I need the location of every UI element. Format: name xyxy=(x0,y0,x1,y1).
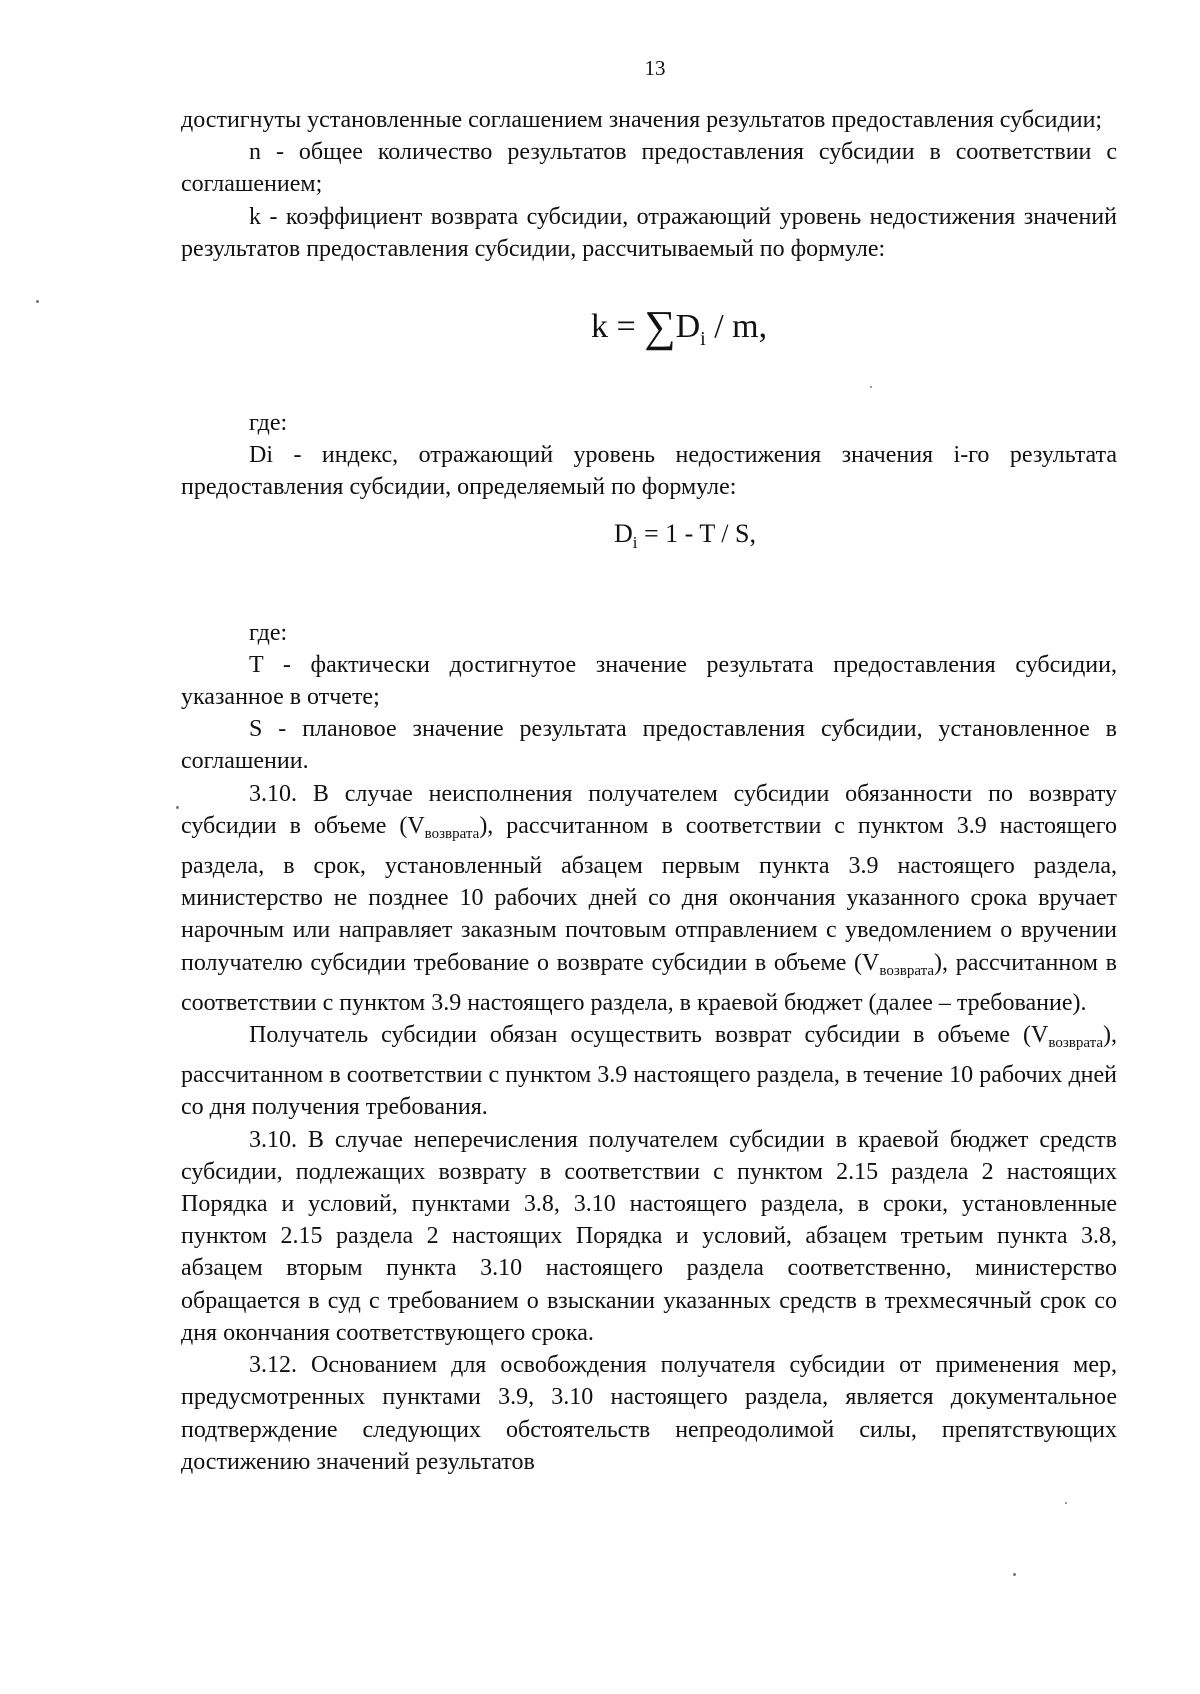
v-subscript: возврата xyxy=(879,962,935,979)
paragraph-3-12: 3.12. Основанием для освобождения получателя субсидии от применения мер, предусмотренных пунктами 3.9, 3.10 настоящего раздела, является документальное подтверждение следующих обстоятельств непреодолимой силы, препятствующих достижению значений результатов xyxy=(181,1352,1117,1475)
sum-symbol: ∑ xyxy=(644,302,676,352)
formula-k-d: D xyxy=(675,308,701,346)
formula-k-subscript: i xyxy=(700,328,706,351)
paragraph-di-definition: Di - индекс, отражающий уровень недостижения значения i-го результата предоставления субсидии, определяемый по формуле: xyxy=(181,442,1117,501)
v-subscript: возврата xyxy=(1048,1035,1103,1052)
scan-speck xyxy=(1013,1573,1016,1576)
paragraph-k-definition: k - коэффициент возврата субсидии, отражающий уровень недостижения значений результатов предоставления субсидии, рассчитываемый по формуле: xyxy=(181,203,1117,262)
paragraph-n-definition: n - общее количество результатов предоставления субсидии в соответствии с соглашением; xyxy=(181,139,1117,198)
paragraph-recipient-obligation: Получатель субсидии обязан осуществить возврат субсидии в объеме $(V_{возврата})$, рассчитанном в соответствии с пунктом 3.9 настоящего раздела, в течение 10 рабочих дней со дня получения требования. xyxy=(181,1022,1117,1121)
scan-speck xyxy=(36,300,39,303)
paragraph-3-10-court: 3.10. В случае неперечисления получателем субсидии в краевой бюджет средств субсидии, подлежащих возврату в соответствии с пунктом 2.15 раздела 2 настоящих Порядка и условий, пунктами 3.8, 3.10 настоящего раздела, в сроки, установленные пунктом 2.15 раздела 2 настоящих Порядка и условий, абзацем третьим пункта 3.8, абзацем вторым пункта 3.10 настоящего раздела соответственно, министерство обращается в суд с требованием о взыскании указанных средств в трехмесячный срок со дня окончания соответствующего срока. xyxy=(181,1126,1117,1346)
page-number: 13 xyxy=(644,56,666,80)
v-subscript: возврата xyxy=(424,825,480,842)
formula-d-rest: = 1 - T / S, xyxy=(637,518,756,548)
formula-d-d: D xyxy=(614,518,633,548)
document-body xyxy=(181,104,1117,1478)
formula-k-rest: / m, xyxy=(705,308,768,346)
paragraph-t-definition: T - фактически достигнутое значение результата предоставления субсидии, указанное в отчете; xyxy=(181,651,1117,711)
paragraph-s-definition: S - плановое значение результата предоставления субсидии, установленное в соглашении. xyxy=(181,716,1117,775)
scan-speck xyxy=(870,386,872,388)
scan-speck xyxy=(1065,1502,1067,1504)
scan-speck xyxy=(176,806,179,809)
paragraph: достигнуты установленные соглашением значения результатов предоставления субсидии; xyxy=(181,107,1103,133)
where-label: где: xyxy=(249,410,288,437)
where-label: где: xyxy=(249,619,288,646)
paragraph-3-10-refund: 3.10. В случае неисполнения получателем субсидии обязанности по возврату субсидии в объеме $(V_{возврата})$, рассчитанном в соответствии с пунктом 3.9 настоящего раздела, в срок, установленный абзацем первым пункта 3.9 настоящего раздела, министерство не позднее 10 рабочих дней со дня окончания указанного срока вручает нарочным или направляет заказным почтовым отправлением с уведомлением о вручении получателю субсидии требование о возврате субсидии в объеме $(V_{возврата})$, рассчитанном в соответствии с пунктом 3.9 настоящего раздела, в краевой бюджет (далее – требование). xyxy=(181,780,1118,1016)
formula-d xyxy=(181,504,1117,605)
formula-k xyxy=(181,265,1117,407)
formula-d-subscript: i xyxy=(632,532,638,552)
formula-k-lhs: k = xyxy=(591,308,645,346)
